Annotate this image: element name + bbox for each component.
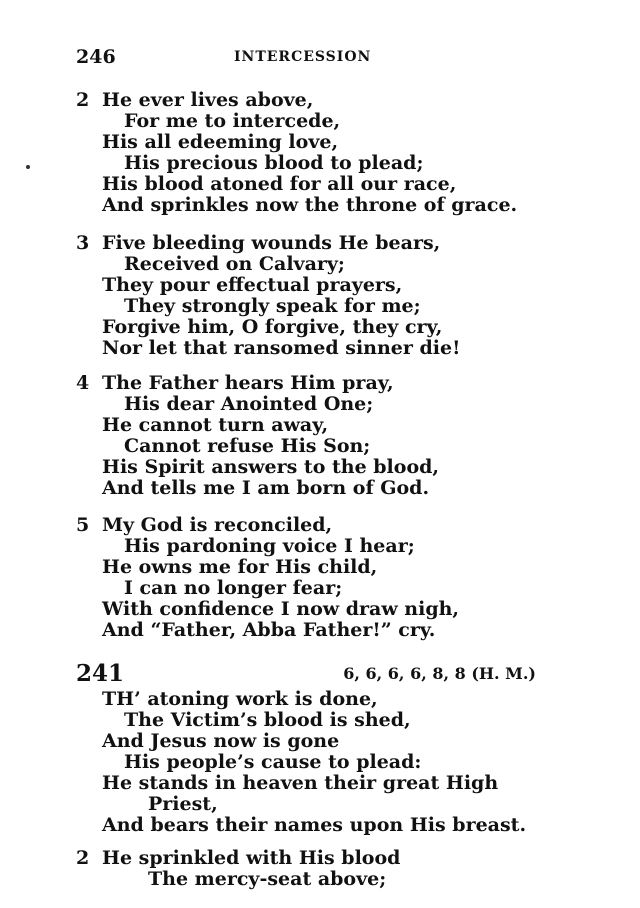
line-text: They strongly speak for me; [124, 295, 421, 317]
line-text: His precious blood to plead; [124, 152, 424, 174]
line-text: Forgive him, O forgive, they cry, [102, 316, 443, 338]
speck-mark [26, 165, 30, 169]
stanza-line [76, 457, 556, 478]
line-text: Received on Calvary; [124, 253, 345, 275]
stanza-line [76, 233, 556, 254]
line-text: He sprinkled with His blood [102, 847, 401, 869]
stanza-line [76, 557, 556, 578]
stanza-line [76, 174, 556, 195]
line-text: And tells me I am born of God. [102, 477, 430, 499]
hymn-241-stanza-1 [76, 689, 556, 836]
stanza-2 [76, 90, 556, 216]
running-title: INTERCESSION [234, 49, 372, 65]
line-text: His people’s cause to plead: [124, 751, 422, 773]
hymn-number: 241 [76, 660, 125, 687]
stanza-line [76, 752, 556, 773]
stanza-line [76, 599, 556, 620]
stanza-line [76, 195, 556, 216]
page-header [76, 46, 556, 70]
stanza-line [76, 153, 556, 174]
stanza-line [76, 317, 556, 338]
stanza-line [76, 254, 556, 275]
line-text: The mercy-seat above; [148, 868, 387, 890]
stanza-line [76, 515, 556, 536]
line-text: And bears their names upon His breast. [102, 814, 527, 836]
stanza-line [76, 731, 556, 752]
stanza-3 [76, 233, 556, 359]
stanza-line [76, 394, 556, 415]
line-text: He cannot turn away, [102, 414, 329, 436]
stanza-line [76, 689, 556, 710]
stanza-number: 4 [76, 372, 90, 394]
stanza-line [76, 436, 556, 457]
stanza-line [76, 794, 556, 815]
line-text: The Father hears Him pray, [102, 372, 394, 394]
stanza-line [76, 275, 556, 296]
stanza-5 [76, 515, 556, 641]
line-text: The Victim’s blood is shed, [124, 709, 411, 731]
stanza-line [76, 869, 556, 890]
stanza-number: 5 [76, 514, 90, 536]
line-text: Cannot refuse His Son; [124, 435, 371, 457]
line-text: I can no longer fear; [124, 577, 343, 599]
line-text: His all edeeming love, [102, 131, 339, 153]
stanza-number: 2 [76, 89, 90, 111]
stanza-line [76, 578, 556, 599]
stanza-line [76, 536, 556, 557]
stanza-line [76, 710, 556, 731]
line-text: For me to intercede, [124, 110, 341, 132]
stanza-line [76, 296, 556, 317]
stanza-4 [76, 373, 556, 499]
line-text: His pardoning voice I hear; [124, 535, 415, 557]
stanza-line [76, 338, 556, 359]
hymn-241-stanza-2 [76, 848, 556, 890]
line-text: He owns me for His child, [102, 556, 378, 578]
stanza-line [76, 773, 556, 794]
line-text: His Spirit answers to the blood, [102, 456, 440, 478]
stanza-line [76, 620, 556, 641]
stanza-line [76, 478, 556, 499]
stanza-number: 3 [76, 232, 90, 254]
line-text: With confidence I now draw nigh, [102, 598, 460, 620]
hymn-meter: 6, 6, 6, 6, 8, 8 (H. M.) [343, 664, 536, 683]
line-text: Priest, [148, 793, 218, 815]
stanza-line [76, 415, 556, 436]
line-text: And Jesus now is gone [102, 730, 340, 752]
line-text: His blood atoned for all our race, [102, 173, 457, 195]
line-text: Five bleeding wounds He bears, [102, 232, 441, 254]
hymn-heading [76, 660, 536, 688]
stanza-line [76, 111, 556, 132]
line-text: My God is reconciled, [102, 514, 333, 536]
stanza-line [76, 815, 556, 836]
stanza-line [76, 90, 556, 111]
line-text: He stands in heaven their great High [102, 772, 499, 794]
line-text: Nor let that ransomed sinner die! [102, 337, 461, 359]
line-text: And “Father, Abba Father!” cry. [102, 619, 436, 641]
stanza-line [76, 132, 556, 153]
line-text: He ever lives above, [102, 89, 314, 111]
stanza-line [76, 848, 556, 869]
stanza-number: 2 [76, 847, 90, 869]
page-number: 246 [76, 46, 116, 68]
line-text: And sprinkles now the throne of grace. [102, 194, 518, 216]
line-text: They pour effectual prayers, [102, 274, 403, 296]
line-text: TH’ atoning work is done, [102, 688, 378, 710]
stanza-line [76, 373, 556, 394]
line-text: His dear Anointed One; [124, 393, 374, 415]
